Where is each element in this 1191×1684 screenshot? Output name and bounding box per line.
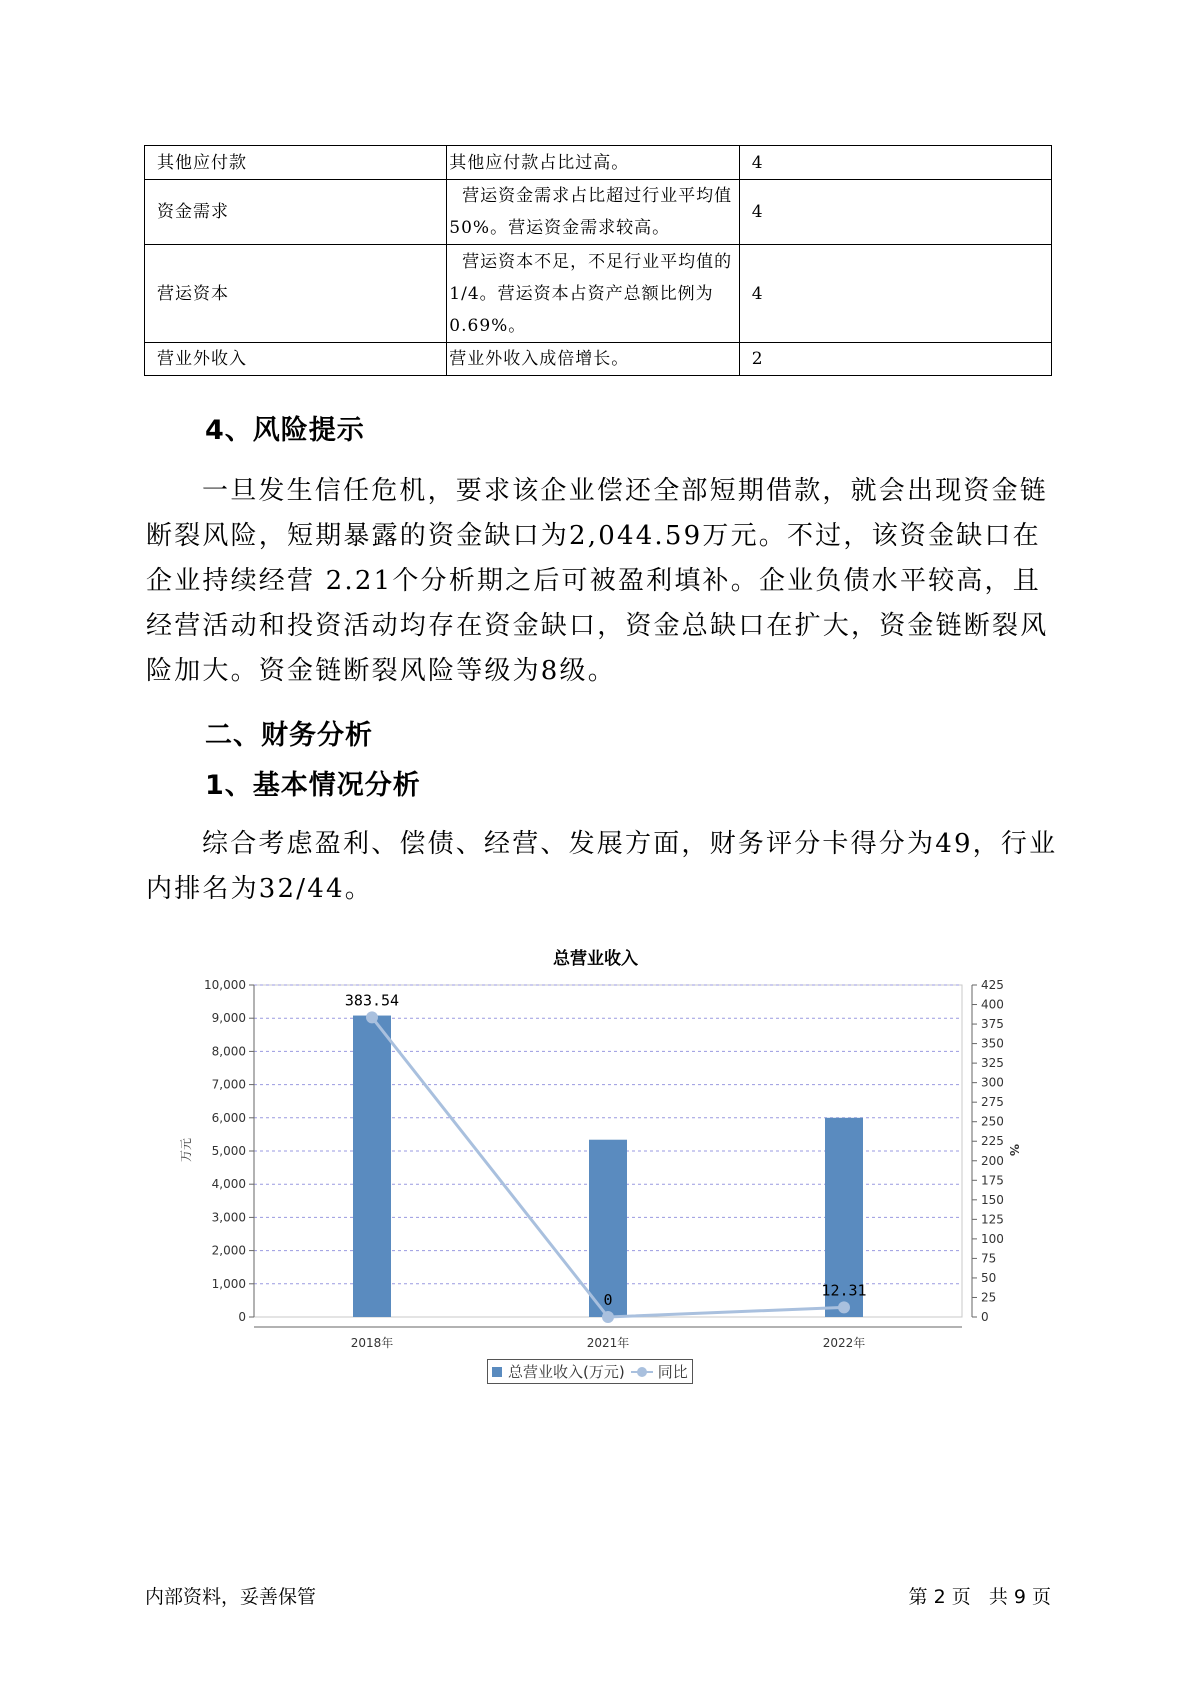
finance-paragraph: 综合考虑盈利、偿债、经营、发展方面，财务评分卡得分为49，行业内排名为32/44。: [146, 829, 1058, 904]
revenue-bar: [353, 1016, 391, 1317]
y2-axis-title: %: [1007, 1143, 1021, 1157]
y-tick-label: 3,000: [211, 1210, 246, 1225]
table-cell-desc: 营业外收入成倍增长。: [447, 343, 739, 376]
yoy-data-label: 0: [603, 1291, 613, 1309]
y2-tick-label: 250: [981, 1114, 1004, 1129]
x-tick-label: 2018年: [350, 1336, 394, 1350]
y2-tick-label: 100: [981, 1231, 1004, 1246]
y-tick-label: 9,000: [211, 1011, 246, 1026]
y-tick-label: 0: [238, 1310, 246, 1324]
y-tick-label: 6,000: [211, 1110, 246, 1125]
y2-tick-label: 275: [981, 1095, 1004, 1110]
legend-line-label: 同比: [657, 1363, 688, 1381]
y-tick-label: 8,000: [211, 1044, 246, 1059]
y-axis-title: 万元: [179, 1137, 193, 1163]
risk-indicator-table: [144, 145, 1052, 376]
table-row: [145, 343, 1052, 376]
table-row: [145, 180, 1052, 245]
y2-tick-label: 150: [981, 1192, 1004, 1207]
yoy-data-label: 12.31: [821, 1281, 867, 1300]
y2-tick-label: 0: [981, 1310, 989, 1324]
y-tick-label: 4,000: [211, 1177, 246, 1192]
y2-tick-label: 225: [981, 1134, 1004, 1149]
risk-paragraph: 一旦发生信任危机，要求该企业偿还全部短期借款，就会出现资金链断裂风险，短期暴露的资金缺口为2,044.59万元。不过，该资金缺口在企业持续经营 2.21个分析期之后可被盈利填补。企业负债水平较高，且经营活动和投资活动均存在资金缺口，资金总缺口在扩大，资金链断裂风险加大。资金链断裂风险等级为8级。: [146, 476, 1049, 686]
y2-tick-label: 25: [981, 1290, 997, 1305]
legend-bar-label: 总营业收入(万元): [508, 1363, 625, 1381]
table-row: [145, 146, 1052, 180]
table-cell-desc: 营运资本不足，不足行业平均值的1/4。营运资本占资产总额比例为0.69%。: [447, 245, 739, 343]
y2-tick-label: 325: [981, 1056, 1004, 1071]
table-cell-item: 营业外收入: [145, 343, 447, 376]
y-tick-label: 5,000: [211, 1144, 246, 1158]
revenue-chart: [170, 970, 1050, 1360]
y2-tick-label: 50: [981, 1270, 997, 1285]
table-cell-score: 2: [739, 343, 1051, 376]
table-cell-item: 资金需求: [145, 180, 447, 245]
y-tick-label: 10,000: [204, 978, 246, 992]
y-tick-label: 7,000: [211, 1077, 246, 1092]
yoy-point: [366, 1011, 378, 1023]
y2-tick-label: 300: [981, 1075, 1004, 1090]
y2-tick-label: 175: [981, 1173, 1004, 1188]
yoy-point: [838, 1301, 850, 1313]
finance-heading: 二、财务分析: [205, 720, 373, 751]
x-tick-label: 2021年: [586, 1336, 630, 1350]
basic-analysis-heading: 1、基本情况分析: [205, 770, 421, 801]
y2-tick-label: 125: [981, 1212, 1004, 1227]
legend-line-swatch: [631, 1371, 653, 1373]
table-row: [145, 245, 1052, 343]
table-cell-item: 其他应付款: [145, 146, 447, 180]
y2-tick-label: 350: [981, 1036, 1004, 1051]
yoy-data-label: 383.54: [344, 991, 400, 1010]
footer-confidential: 内部资料，妥善保管: [145, 1586, 317, 1608]
y-tick-label: 2,000: [211, 1243, 246, 1258]
y2-tick-label: 200: [981, 1153, 1004, 1168]
y2-tick-label: 425: [981, 978, 1004, 992]
chart-title: 总营业收入: [553, 949, 638, 969]
legend-bar-swatch: [492, 1367, 502, 1377]
yoy-point: [602, 1311, 614, 1323]
footer-page-number: 第 2 页 共 9 页: [908, 1586, 1051, 1608]
y-tick-label: 1,000: [211, 1276, 246, 1291]
x-tick-label: 2022年: [822, 1336, 866, 1350]
table-cell-score: 4: [739, 245, 1051, 343]
table-cell-item: 营运资本: [145, 245, 447, 343]
risk-heading: 4、风险提示: [205, 415, 365, 446]
table-cell-desc: 营运资金需求占比超过行业平均值50%。营运资金需求较高。: [447, 180, 739, 245]
y2-tick-label: 75: [981, 1251, 997, 1266]
table-cell-desc: 其他应付款占比过高。: [447, 146, 739, 180]
table-cell-score: 4: [739, 146, 1051, 180]
chart-legend: [487, 1359, 693, 1384]
y2-tick-label: 400: [981, 997, 1004, 1012]
table-cell-score: 4: [739, 180, 1051, 245]
y2-tick-label: 375: [981, 1017, 1004, 1032]
